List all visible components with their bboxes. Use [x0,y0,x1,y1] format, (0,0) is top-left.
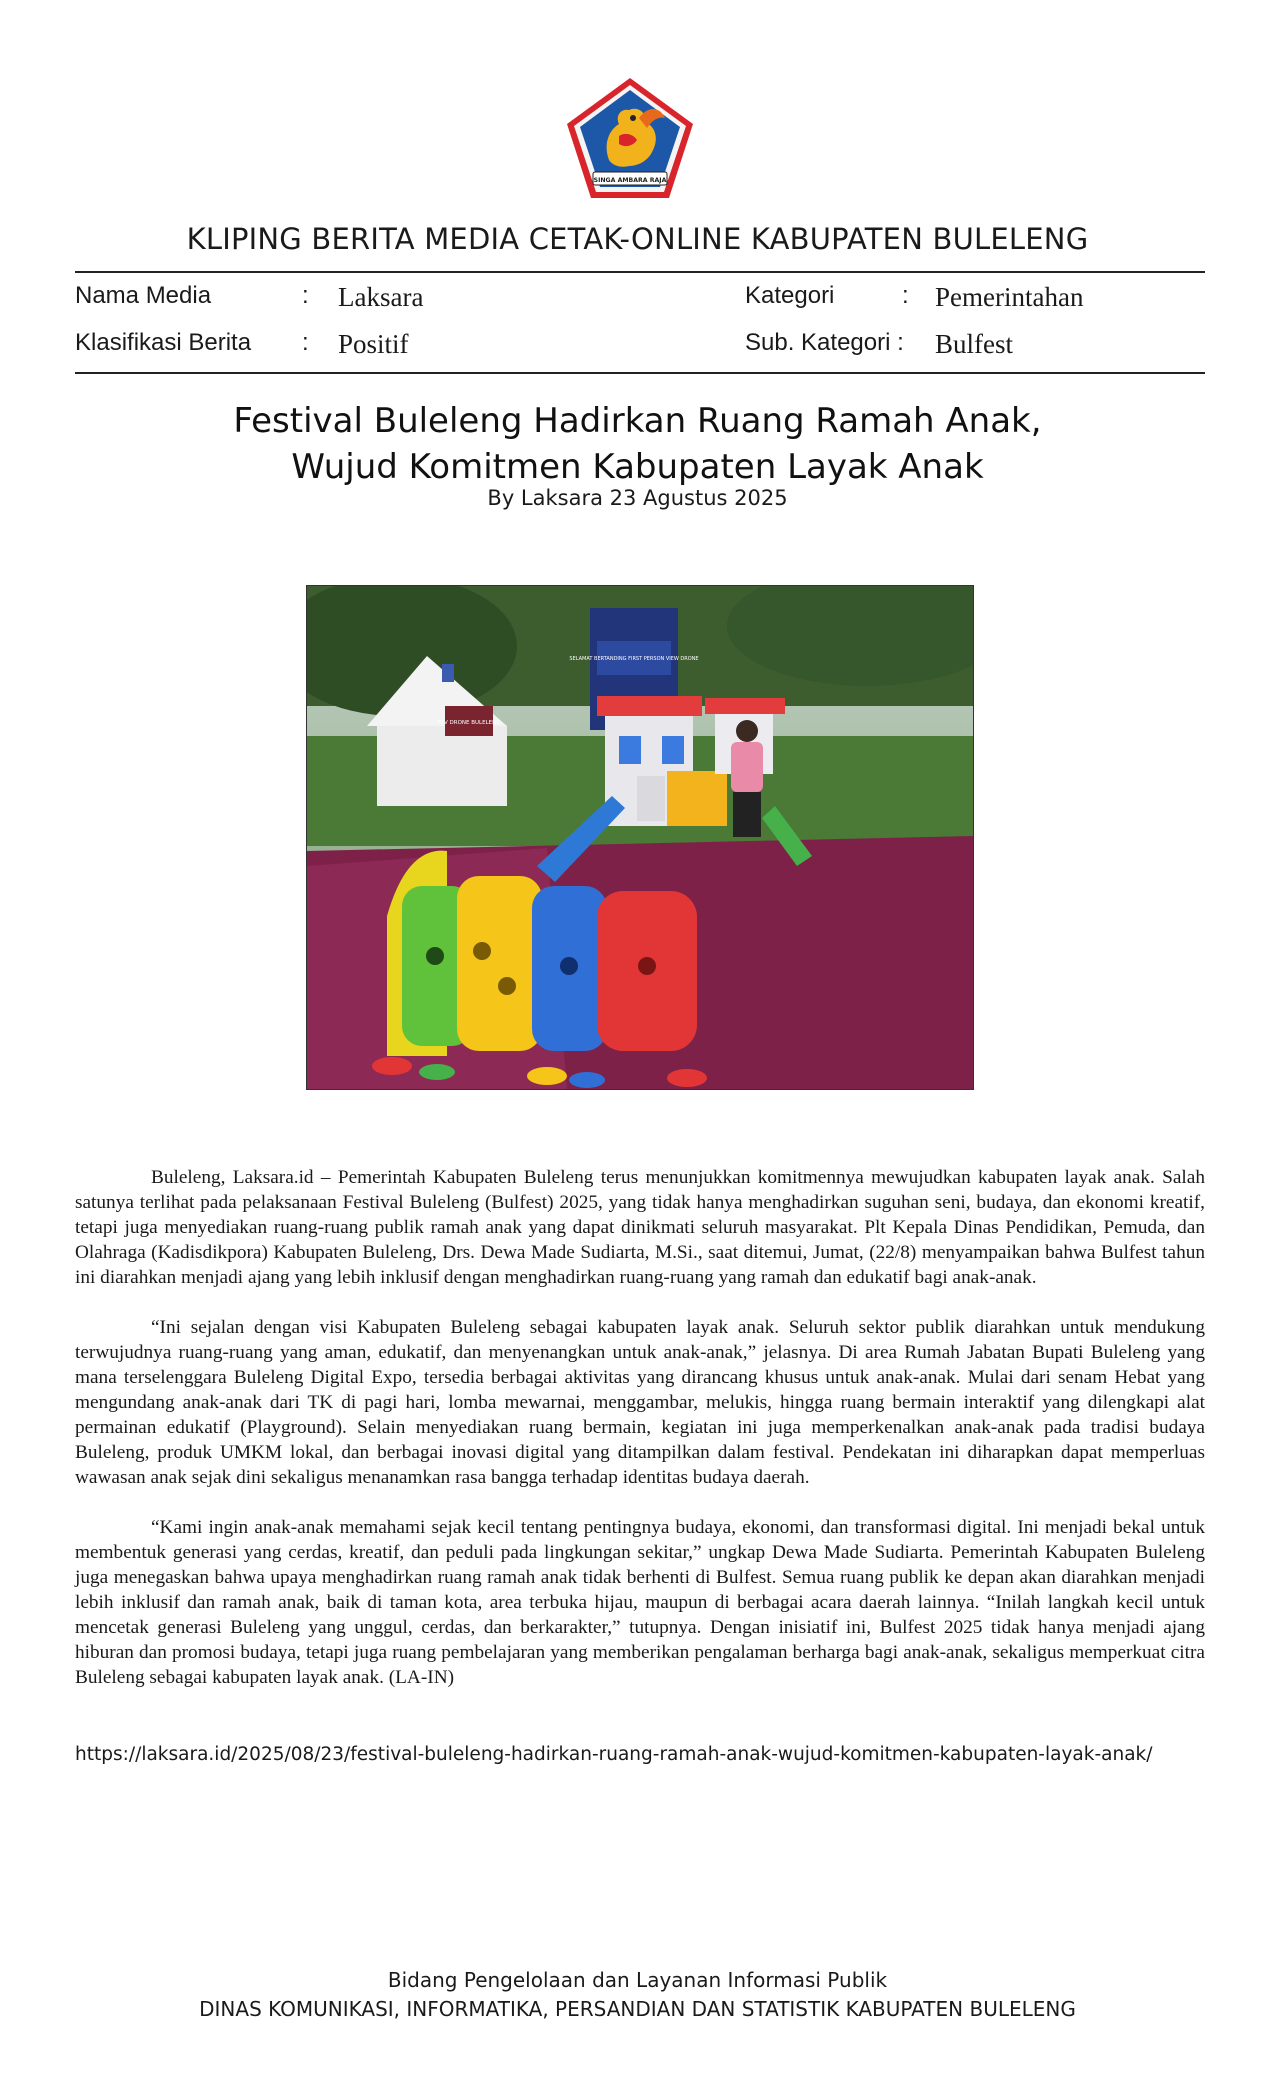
photo-sign-text: SELAMAT BERTANDING FIRST PERSON VIEW DRONE [569,656,699,662]
klasifikasi-label: Klasifikasi Berita [75,329,252,356]
article-paragraph: Buleleng, Laksara.id – Pemerintah Kabupaten Buleleng terus menunjukkan komitmennya mewujudkan kabupaten layak anak. Salah satunya terlihat pada pelaksanaan Festival Buleleng (Bulfest) 2025, yang tidak hanya menghadirkan suguhan seni, budaya, dan ekonomi kreatif, tetapi juga menyediakan ruang-ruang publik ramah anak yang dapat dinikmati seluruh masyarakat. Plt Kepala Dinas Pendidikan, Pemuda, dan Olahraga (Kadisdikpora) Kabupaten Buleleng, Drs. Dewa Made Sudiarta, M.Si., saat ditemui, Jumat, (22/8) menyampaikan bahwa Bulfest tahun ini diarahkan menjadi ajang yang lebih inklusif dengan menghadirkan ruang-ruang yang ramah dan edukatif bagi anak-anak. [75,1167,1205,1288]
kategori-label: Kategori [745,282,835,309]
nama-media-value: Laksara [338,282,424,312]
article-byline: By Laksara 23 Agustus 2025 [487,486,788,510]
page-footer [75,1966,1200,2024]
article-body [75,1165,1205,1715]
nama-media-separator: : [302,282,309,309]
kategori-separator: : [902,282,909,309]
footer-office: DINAS KOMUNIKASI, INFORMATIKA, PERSANDIAN DAN STATISTIK KABUPATEN BULELENG [199,1997,1076,2021]
klasifikasi-separator: : [302,329,309,356]
sub-kategori-value: Bulfest [935,329,1013,359]
bottom-divider [75,372,1205,374]
kategori-value: Pemerintahan [935,282,1084,312]
top-divider [75,271,1205,273]
logo-motto: SINGA AMBARA RAJA [593,177,667,184]
article-title [75,398,1200,490]
footer-department: Bidang Pengelolaan dan Layanan Informasi Publik [387,1968,888,1992]
article-paragraph: “Ini sejalan dengan visi Kabupaten Buleleng sebagai kabupaten layak anak. Seluruh sektor publik diarahkan untuk mendukung terwujudnya ruang-ruang yang aman, edukatif, dan menyenangkan untuk anak-anak,” jelasnya. Di area Rumah Jabatan Bupati Buleleng yang mana terselenggara Buleleng Digital Expo, tersedia berbagai aktivitas yang dirancang khusus untuk anak-anak. Mulai dari senam Hebat yang mengundang anak-anak dari TK di pagi hari, lomba mewarnai, menggambar, melukis, hingga ruang bermain interaktif yang dilengkapi alat permainan edukatif (Playground). Selain menyediakan ruang bermain, kegiatan ini juga memperkenalkan anak-anak pada tradisi budaya Buleleng, produk UMKM lokal, dan berbagai inovasi digital yang ditampilkan dalam festival. Pendekatan ini diharapkan dapat memperluas wawasan anak sejak dini sekaligus menanamkan rasa bangga terhadap identitas budaya daerah. [75,1317,1205,1488]
article-title-line1: Festival Buleleng Hadirkan Ruang Ramah Anak, [233,401,1042,441]
article-photo [306,585,974,1090]
klasifikasi-value: Positif [338,329,409,359]
document-heading: KLIPING BERITA MEDIA CETAK-ONLINE KABUPATEN BULELENG [186,222,1089,256]
nama-media-label: Nama Media [75,282,212,309]
article-title-line2: Wujud Komitmen Kabupaten Layak Anak [291,447,984,487]
source-url[interactable]: https://laksara.id/2025/08/23/festival-buleleng-hadirkan-ruang-ramah-anak-wujud-komitmen-kabupaten-layak-anak/ [75,1744,1153,1765]
article-paragraph: “Kami ingin anak-anak memahami sejak kecil tentang pentingnya budaya, ekonomi, dan transformasi digital. Ini menjadi bekal untuk membentuk generasi yang cerdas, kreatif, dan peduli pada lingkungan sekitar,” ungkap Dewa Made Sudiarta. Pemerintah Kabupaten Buleleng juga menegaskan bahwa upaya menghadirkan ruang ramah anak tidak berhenti di Bulfest. Semua ruang publik ke depan akan diarahkan menjadi lebih inklusif dan ramah anak, baik di taman kota, area terbuka hijau, maupun di berbagai acara daerah lainnya. “Inilah langkah kecil untuk mencetak generasi Buleleng yang unggul, cerdas, dan berkarakter,” tutupnya. Dengan inisiatif ini, Bulfest 2025 tidak hanya menjadi ajang hiburan dan promosi budaya, tetapi juga ruang pembelajaran yang memberikan pengalaman berharga bagi anak-anak, sekaligus memperkuat citra Buleleng sebagai kabupaten layak anak. (LA-IN) [75,1517,1205,1688]
photo-booth-text: FPV DRONE BULELENG [437,720,501,726]
buleleng-logo [563,74,697,202]
sub-kategori-label: Sub. Kategori : [745,329,904,356]
